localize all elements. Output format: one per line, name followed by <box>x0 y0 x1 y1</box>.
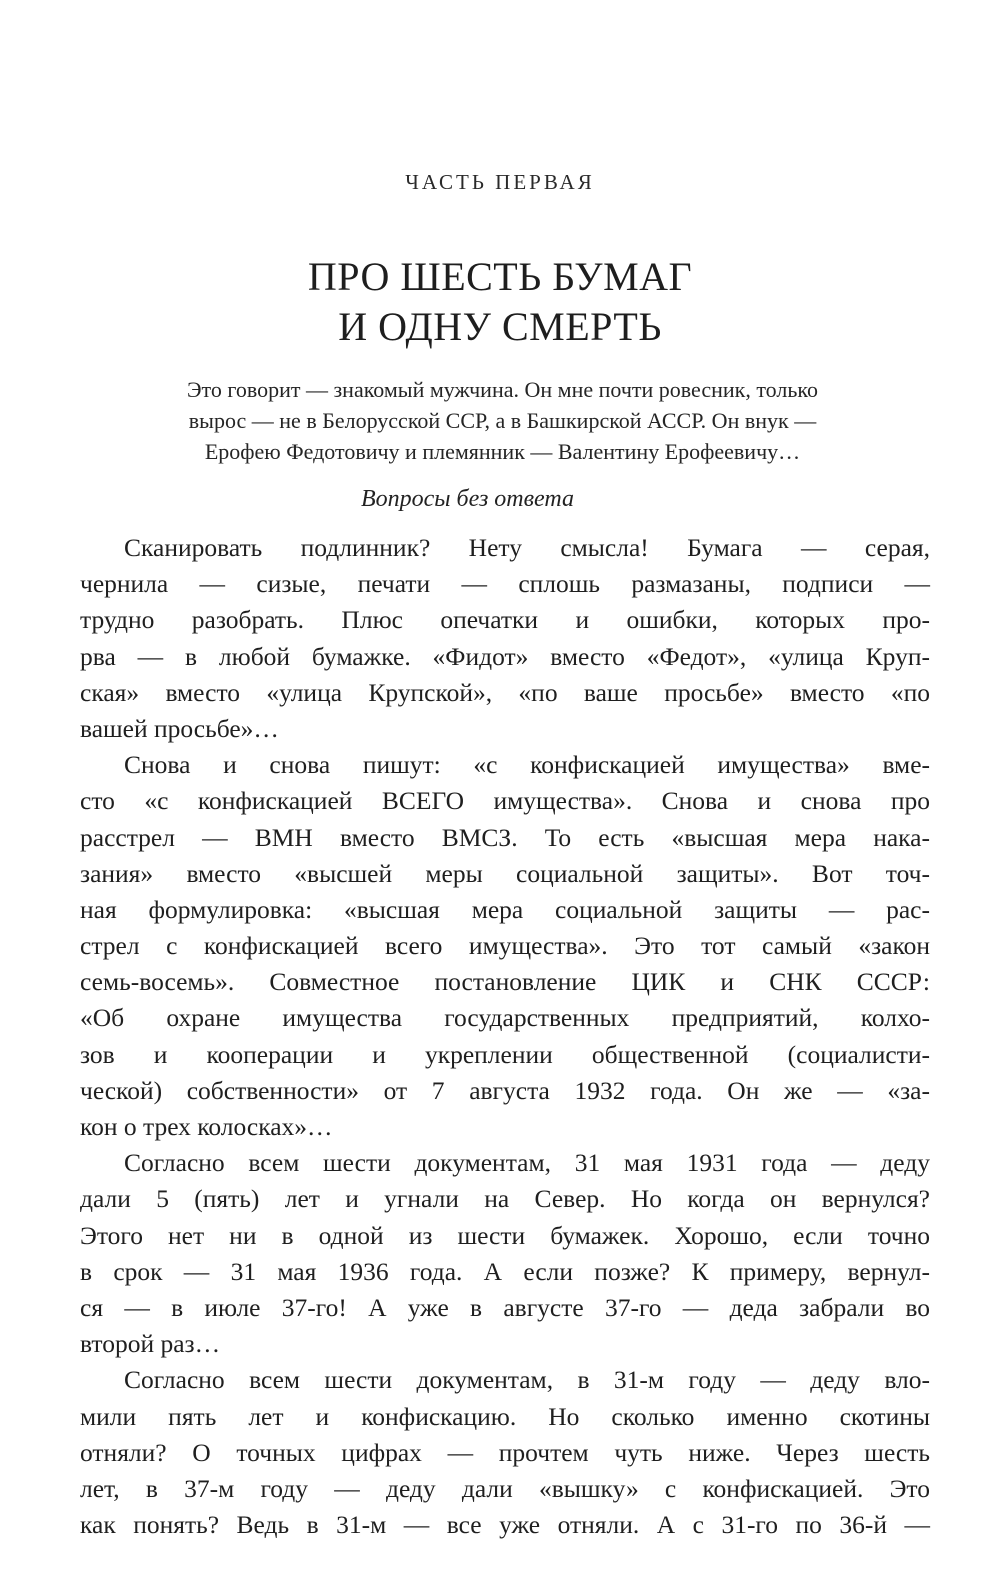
chapter-title <box>0 252 1000 352</box>
epigraph-line: Это говорит — знакомый мужчина. Он мне почти ровесник, только <box>187 377 818 402</box>
text-line: чернила — сизые, печати — сплошь размазаны, подписи — <box>80 569 930 599</box>
epigraph <box>80 374 925 467</box>
text-line: Снова и снова пишут: «с конфискацией имущества» вме- <box>124 750 930 780</box>
text-line: кон о трех колосках»… <box>80 1112 333 1141</box>
text-line: ся — в июле 37-го! А уже в августе 37-го — деда забрали во <box>80 1292 930 1322</box>
text-line: ная формулировка: «высшая мера социальной защиты — рас- <box>80 894 930 924</box>
text-line: «Об охране имущества государственных предприятий, колхо- <box>80 1003 930 1033</box>
text-line: зания» вместо «высшей меры социальной защиты». Вот точ- <box>80 858 930 888</box>
text-line: Согласно всем шести документам, в 31-м году — деду вло- <box>124 1365 930 1395</box>
text-line: дали 5 (пять) лет и угнали на Север. Но когда он вернулся? <box>80 1184 930 1214</box>
text-line: отняли? О точных цифрах — прочтем чуть ниже. Через шесть <box>80 1437 930 1467</box>
chapter-title-line: И ОДНУ СМЕРТЬ <box>338 304 662 349</box>
epigraph-line: вырос — не в Белорусской ССР, а в Башкирской АССР. Он внук — <box>188 408 817 433</box>
text-line: мили пять лет и конфискацию. Но сколько именно скотины <box>80 1401 930 1431</box>
text-line: рва — в любой бумажке. «Фидот» вместо «Федот», «улица Круп- <box>80 641 930 671</box>
text-line: Согласно всем шести документам, 31 мая 1931 года — деду <box>124 1148 930 1178</box>
text-line: второй раз… <box>80 1329 221 1359</box>
epigraph-line: Ерофею Федотовичу и племянник — Валентину Ерофеевичу… <box>204 439 801 464</box>
section-heading: Вопросы без ответа <box>360 486 575 512</box>
text-line: вашей просьбе»… <box>80 713 279 743</box>
text-line: ская» вместо «улица Крупской», «по ваше просьбе» вместо «по <box>80 677 930 707</box>
text-line: как понять? Ведь в 31-м — все уже отняли. А с 31-го по 36-й — <box>80 1510 930 1540</box>
text-line: семь-восемь». Совместное постановление ЦИК и СНК СССР: <box>80 967 930 997</box>
chapter-title-line: ПРО ШЕСТЬ БУМАГ <box>307 254 693 299</box>
text-line: сто «с конфискацией ВСЕГО имущества». Снова и снова про <box>80 786 930 816</box>
body-text <box>80 530 930 1543</box>
text-line: ческой) собственности» от 7 августа 1932 года. Он же — «за- <box>80 1075 930 1105</box>
text-line: стрел с конфискацией всего имущества». Это тот самый «закон <box>80 931 930 961</box>
text-line: трудно разобрать. Плюс опечатки и ошибки, которых про- <box>80 605 930 635</box>
text-line: Сканировать подлинник? Нету смысла! Бумага — серая, <box>124 533 930 562</box>
part-label: ЧАСТЬ ПЕРВАЯ <box>405 170 595 194</box>
text-line: зов и кооперации и укреплении общественной (социалисти- <box>80 1039 930 1069</box>
text-line: Этого нет ни в одной из шести бумажек. Хорошо, если точно <box>80 1220 930 1250</box>
text-line: в срок — 31 мая 1936 года. А если позже? К примеру, вернул- <box>80 1256 930 1286</box>
text-line: лет, в 37-м году — деду дали «вышку» с конфискацией. Это <box>80 1473 930 1503</box>
text-line: расстрел — ВМН вместо ВМСЗ. То есть «высшая мера нака- <box>80 822 930 852</box>
